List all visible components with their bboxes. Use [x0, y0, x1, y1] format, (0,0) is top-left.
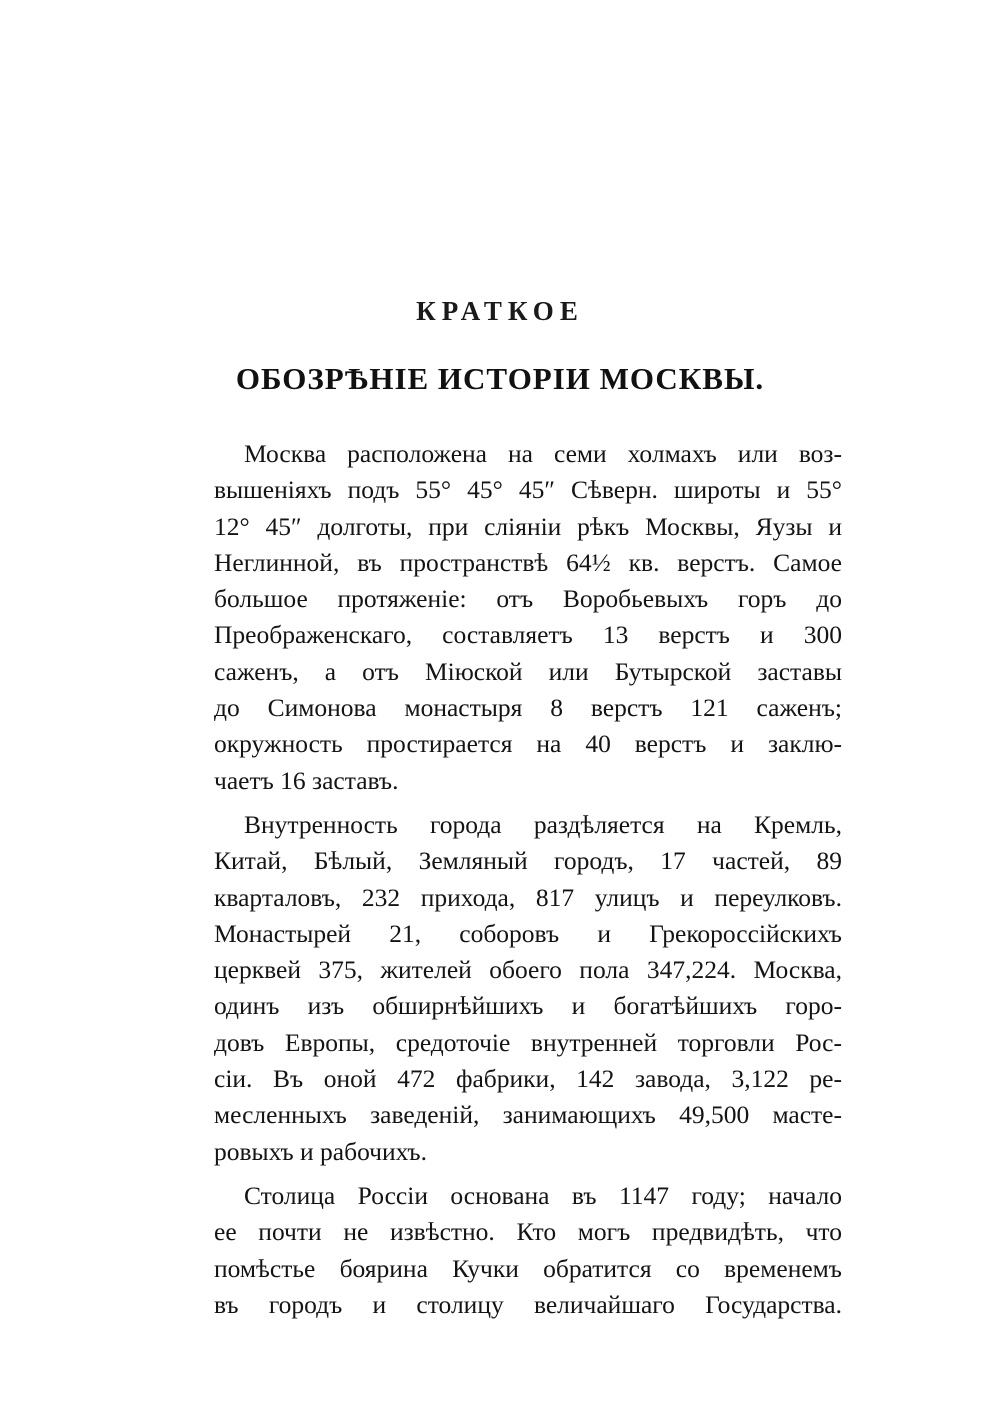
- heading-kratkoe: КРАТКОЕ: [416, 296, 584, 326]
- text-line: ее почти не извѣстно. Кто могъ предвидѣть, что: [214, 1217, 842, 1247]
- text-line: ровыхъ и рабочихъ.: [214, 1136, 427, 1166]
- text-line: Китай, Бѣлый, Земляный городъ, 17 частей, 89: [214, 846, 842, 876]
- paragraph-3: [214, 1178, 842, 1323]
- text-line: большое протяженіе: отъ Воробьевыхъ горъ до: [214, 584, 842, 614]
- heading-title: ОБОЗРѢНІЕ ИСТОРІИ МОСКВЫ.: [235, 361, 765, 396]
- text-line: саженъ, а отъ Міюской или Бутырской заставы: [214, 656, 842, 686]
- text-line: церквей 375, жителей обоего пола 347,224. Москва,: [214, 955, 842, 985]
- text-line: Неглинной, въ пространствѣ 64½ кв. верстъ. Самое: [214, 547, 842, 577]
- body-text: [214, 436, 842, 1331]
- text-line: чаетъ 16 заставъ.: [214, 765, 399, 795]
- text-line: одинъ изъ обширнѣйшихъ и богатѣйшихъ горо-: [214, 991, 842, 1021]
- text-line: кварталовъ, 232 прихода, 817 улицъ и переулковъ.: [214, 882, 842, 912]
- text-line: до Симонова монастыря 8 верстъ 121 саженъ;: [214, 693, 842, 723]
- text-line: Москва расположена на семи холмахъ или воз-: [244, 439, 842, 468]
- text-line: Внутренность города раздѣляется на Кремль,: [244, 809, 842, 839]
- text-line: Преображенскаго, составляетъ 13 верстъ и 300: [214, 620, 842, 650]
- text-line: окружность простирается на 40 верстъ и заклю-: [214, 729, 842, 759]
- text-line: Монастырей 21, соборовъ и Грекороссійскихъ: [214, 918, 842, 948]
- text-line: 12° 45″ долготы, при сліяніи рѣкъ Москвы, Яузы и: [214, 511, 842, 541]
- paragraph-1: [214, 436, 842, 799]
- text-line: Столица Россіи основана въ 1147 году; начало: [244, 1180, 842, 1210]
- text-line: помѣстье боярина Кучки обратится со временемъ: [214, 1253, 842, 1283]
- text-line: въ городъ и столицу величайшаго Государства.: [214, 1289, 842, 1319]
- paragraph-2: [214, 807, 842, 1170]
- text-line: сіи. Въ оной 472 фабрики, 142 завода, 3,122 ре-: [214, 1064, 842, 1094]
- text-line: месленныхъ заведеній, занимающихъ 49,500 масте-: [214, 1100, 842, 1130]
- text-line: вышеніяхъ подъ 55° 45° 45″ Сѣверн. широты и 55°: [214, 475, 842, 505]
- text-line: довъ Европы, средоточіе внутренней торговли Рос-: [214, 1027, 842, 1057]
